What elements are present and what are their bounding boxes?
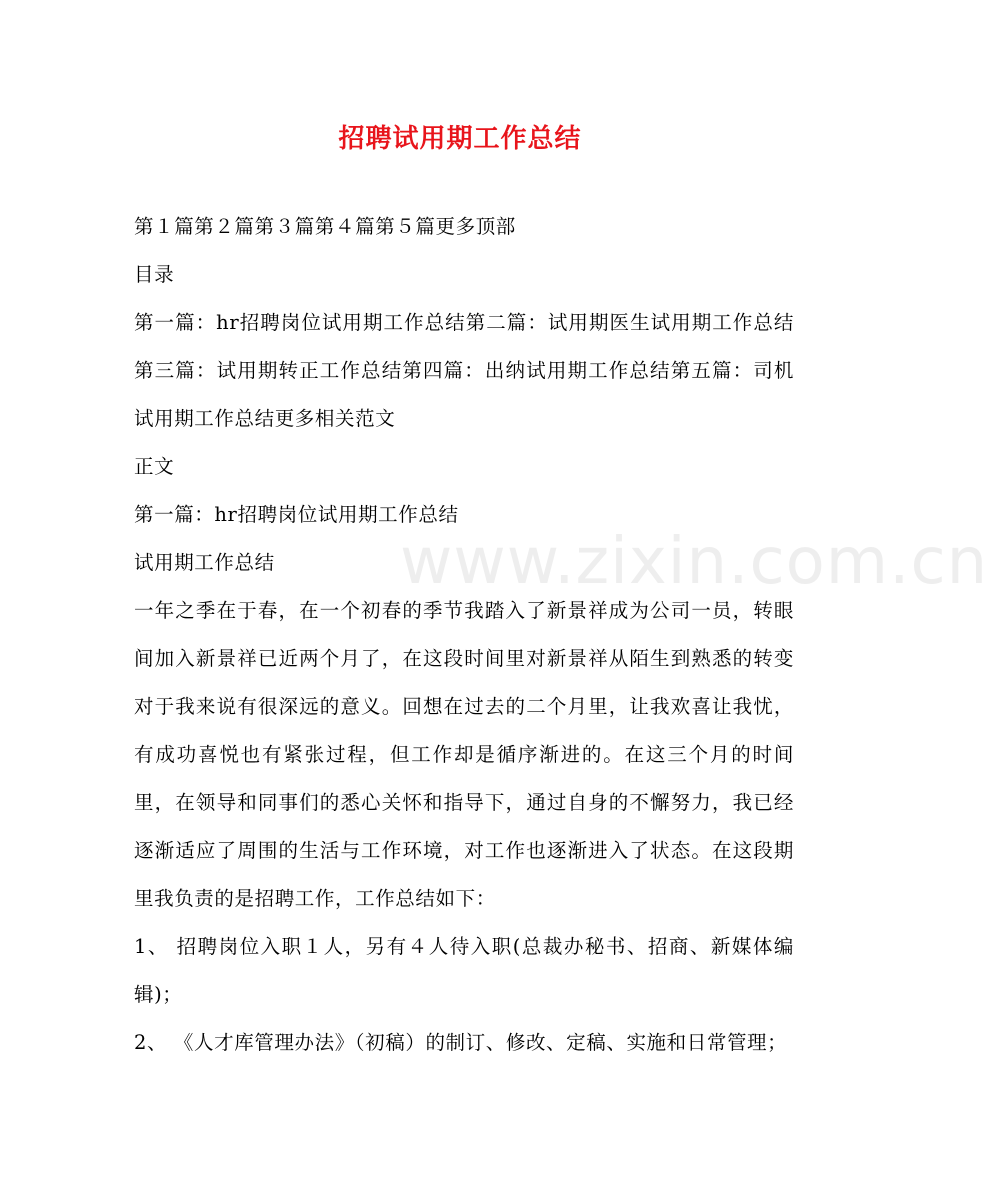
body-heading: 正文 xyxy=(134,455,175,478)
list-item: 1、 招聘岗位入职１人，另有４人待入职(总裁办秘书、招商、新媒体编辑)； xyxy=(134,935,794,1006)
list-item: 2、 《人才库管理办法》（初稿）的制订、修改、定稿、实施和日常管理； xyxy=(134,1031,788,1054)
article-heading: 第一篇：hr招聘岗位试用期工作总结 xyxy=(134,503,459,526)
watermark: www.zixin.com.cn xyxy=(400,525,988,599)
document-body xyxy=(134,203,794,1067)
chapter-nav-line: 第１篇第２篇第３篇第４篇第５篇更多顶部 xyxy=(134,215,516,238)
toc-text: 第一篇：hr招聘岗位试用期工作总结第二篇：试用期医生试用期工作总结第三篇：试用期转正工作总结第四篇：出纳试用期工作总结第五篇：司机试用期工作总结更多相关范文 xyxy=(134,311,794,430)
paragraph: 一年之季在于春，在一个初春的季节我踏入了新景祥成为公司一员，转眼间加入新景祥已近两个月了，在这段时间里对新景祥从陌生到熟悉的转变对于我来说有很深远的意义。回想在过去的二个月里，让我欢喜让我忧，有成功喜悦也有紧张过程，但工作却是循序渐进的。在这三个月的时间里，在领导和同事们的悉心关怀和指导下，通过自身的不懈努力，我已经逐渐适应了周围的生活与工作环境，对工作也逐渐进入了状态。在这段期里我负责的是招聘工作，工作总结如下： xyxy=(134,599,794,910)
toc-heading: 目录 xyxy=(134,263,175,286)
article-subtitle: 试用期工作总结 xyxy=(134,551,275,574)
document-title: 招聘试用期工作总结 xyxy=(338,124,582,154)
